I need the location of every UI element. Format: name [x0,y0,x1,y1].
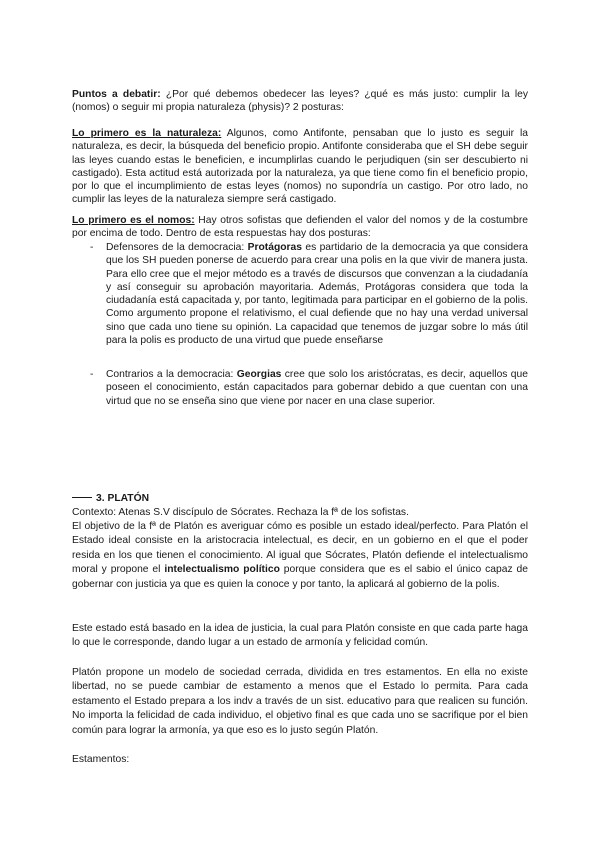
platon-p1-b: porque considera que es el sabio el único capaz de gobernar con justicia ya que es quien la conoce y por tanto, la aplicará al gobierno de la polis. [72,564,528,590]
debate-text: ¿Por qué debemos obedecer las leyes? ¿qué es más justo: cumplir la ley (nomos) o seguir mi propia naturaleza (physis)? 2 posturas: [72,89,528,114]
nomos-text: Hay otros sofistas que defienden el valor del nomos y de la costumbre por encima de todo. Dentro de esta respuestas hay dos posturas: [72,215,528,240]
platon-p1-a: El objetivo de la fª de Platón es averiguar cómo es posible un estado ideal/perfecto. Para Platón el Estado ideal consiste en la aristocracia intelectual, es decir, en un gobierno en el que el poder resida en los que tienen el conocimiento. Al igual que Sócrates, Platón defiende el intelectualismo moral y propone el [72,521,528,576]
defensores-intro: Defensores de la democracia: [106,242,248,253]
contrarios-intro: Contrarios a la democracia: [106,369,237,380]
platon-heading: 3. PLATÓN [96,493,150,504]
contexto-line: Contexto: Atenas S.V discípulo de Sócrates. Rechaza la fª de los sofistas. [72,507,409,518]
list-dash: - [90,242,94,253]
list-item [72,368,528,408]
postures-list [72,241,528,347]
debate-label: Puntos a debatir: [72,89,161,100]
georgias-name: Georgias [236,369,282,380]
platon-paragraph-3: Platón propone un modelo de sociedad cerrada, dividida en tres estamentos. En ella no existe libertad, no se puede cambiar de estamento a menos que el Estado lo permita. Para cada estamento el Estado prepara a los indv a través de un sist. educativo para que realicen su función. No importa la felicidad de cada individuo, el objetivo final es que cada uno se sacrifique por el bien común para lograr la armonía, ya que eso es lo justo según Platón. [72,667,528,736]
defensores-text: es partidario de la democracia ya que considera que los SH pueden ponerse de acuerdo para crear una polis en la que vivir de manera justa. Para ello cree que el mejor método es a través de discursos que convenzan a la ciudadanía y así conseguir su aprobación mayoritaria. Además, Protágoras considera que toda la ciudadanía está capacitada y, por tanto, legitimada para participar en el gobierno de la polis. Como argumento propone el relativismo, el cual defiende que no hay una verdad universal sino que cada uno tiene su opinión. La capacidad que tenemos de juzgar sobre lo más útil para la polis es producto de una virtud que puede enseñarse [106,242,528,347]
intelectualismo-politico: intelectualismo político [164,564,280,576]
estamentos-label: Estamentos: [72,754,130,765]
naturaleza-label: Lo primero es la naturaleza: [72,128,222,139]
section-heading [72,492,149,505]
heading-rule [72,497,92,498]
list-item [72,241,528,347]
platon-paragraph-1 [72,520,528,592]
naturaleza-paragraph [72,127,528,207]
nomos-label: Lo primero es el nomos: [72,215,195,226]
contrarios-text: cree que solo los aristócratas, es decir, aquellos que poseen el conocimiento, están capacitados para gobernar debido a que cuentan con una virtud que no se enseña sino que viene por nacer en una clase superior. [106,369,528,407]
postures-list-2 [72,368,528,408]
list-dash: - [90,369,94,380]
nomos-paragraph [72,214,528,241]
naturaleza-text: Algunos, como Antifonte, pensaban que lo justo es seguir la naturaleza, es decir, la búsqueda del beneficio propio. Antifonte consideraba que el SH debe seguir las leyes cuando estas le beneficien, e incumplirlas cuando le perjudiquen (sin ser descubierto ni castigado). Esta actitud está autorizada por la naturaleza, ya que tiene como fin el beneficio propio, por lo que el incumplimiento de estas leyes (nomos) no supondría un castigo. Por otro lado, no cumplir las leyes de la naturaleza siempre será castigado. [72,128,529,206]
platon-paragraph-2: Este estado está basado en la idea de justicia, la cual para Platón consiste en que cada parte haga lo que le corresponde, dando lugar a un estado de armonía y felicidad común. [72,623,528,649]
debate-paragraph [72,88,528,115]
protagoras-name: Protágoras [247,242,302,253]
